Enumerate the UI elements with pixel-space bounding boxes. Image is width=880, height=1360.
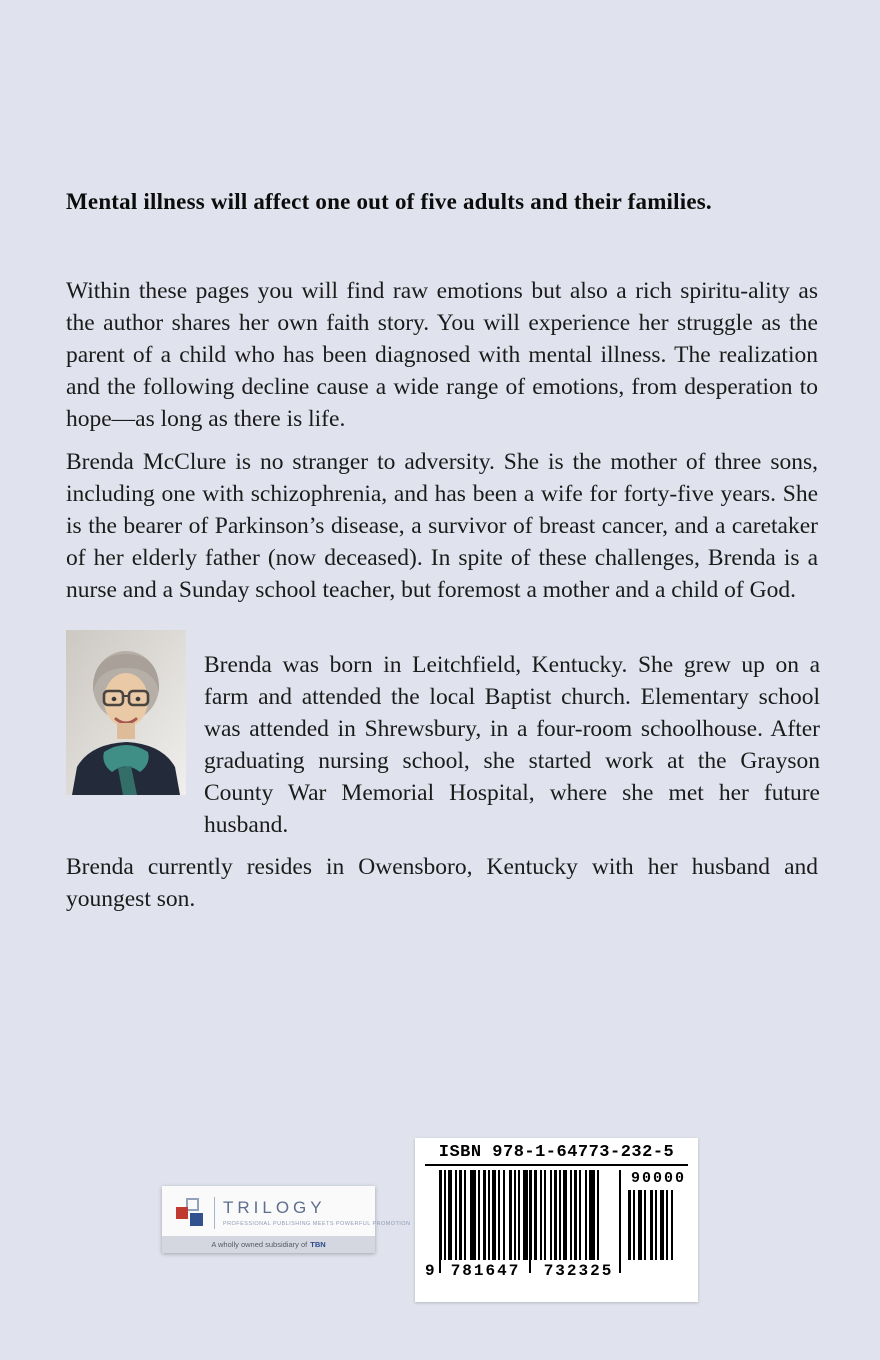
isbn-label: ISBN 978-1-64773-232-5	[425, 1143, 688, 1166]
divider	[214, 1197, 215, 1229]
price-addon	[625, 1170, 688, 1288]
paragraph-author-bio: Brenda McClure is no stranger to adversity. She is the mother of three sons, including one with schizophrenia, and has been a wife for forty-five years. She is the bearer of Parkinson’s disease, a survivor of breast cancer, and a caretaker of her elderly father (now deceased). In spite of these challenges, Brenda is a nurse and a Sunday school teacher, but foremost a mother and a child of God.	[66, 448, 818, 603]
subsidiary-text: A wholly owned subsidiary of	[211, 1240, 308, 1249]
paragraph-author-history: Brenda was born in Leitchfield, Kentucky. She grew up on a farm and attended the local Baptist church. Elementary school was attended in Shrewsbury, in a four-room schoolhouse. After graduating nursing school, she started work at the Grayson County War Memorial Hospital, where she met her future husband.	[204, 651, 820, 838]
headline: Mental illness will affect one out of five adults and their families.	[66, 189, 712, 214]
author-photo	[66, 630, 186, 795]
price-code: 90000	[630, 1170, 686, 1187]
guard-bar-middle	[529, 1170, 531, 1273]
trilogy-square-red	[176, 1207, 188, 1219]
publisher-logo-main	[162, 1186, 411, 1236]
paragraph-intro: Within these pages you will find raw emotions but also a rich spiritu-ality as the author shares her own faith story. You will experience her struggle as the parent of a child who has been diagnosed with mental illness. The realization and the following decline cause a wide range of emotions, from desperation to hope—as long as there is life.	[66, 277, 818, 432]
barcode-digit-group1: 781647	[450, 1262, 521, 1280]
addon-bars	[628, 1190, 684, 1260]
guard-bar-left	[439, 1170, 441, 1273]
barcode-digit-lead: 9	[425, 1262, 435, 1280]
trilogy-square-blue	[190, 1213, 203, 1226]
publisher-tagline: PROFESSIONAL PUBLISHING MEETS POWERFUL PROMOTION	[223, 1221, 411, 1227]
tbn-logo: TBN	[310, 1240, 326, 1249]
publisher-name: TRILOGY	[223, 1198, 326, 1217]
publisher-wordmark	[223, 1198, 410, 1227]
paragraph-residence: Brenda currently resides in Owensboro, Kentucky with her husband and youngest son.	[66, 853, 818, 912]
barcode-digits	[425, 1262, 625, 1280]
guard-bar-right	[619, 1170, 621, 1273]
barcode	[415, 1138, 698, 1302]
ean13-barcode	[425, 1170, 625, 1288]
trilogy-squares-icon	[176, 1198, 206, 1228]
publisher-logo-box	[162, 1186, 411, 1253]
publisher-subsidiary-strip	[162, 1236, 375, 1253]
barcode-digit-group2: 732325	[543, 1262, 614, 1280]
barcode-row	[425, 1170, 688, 1288]
